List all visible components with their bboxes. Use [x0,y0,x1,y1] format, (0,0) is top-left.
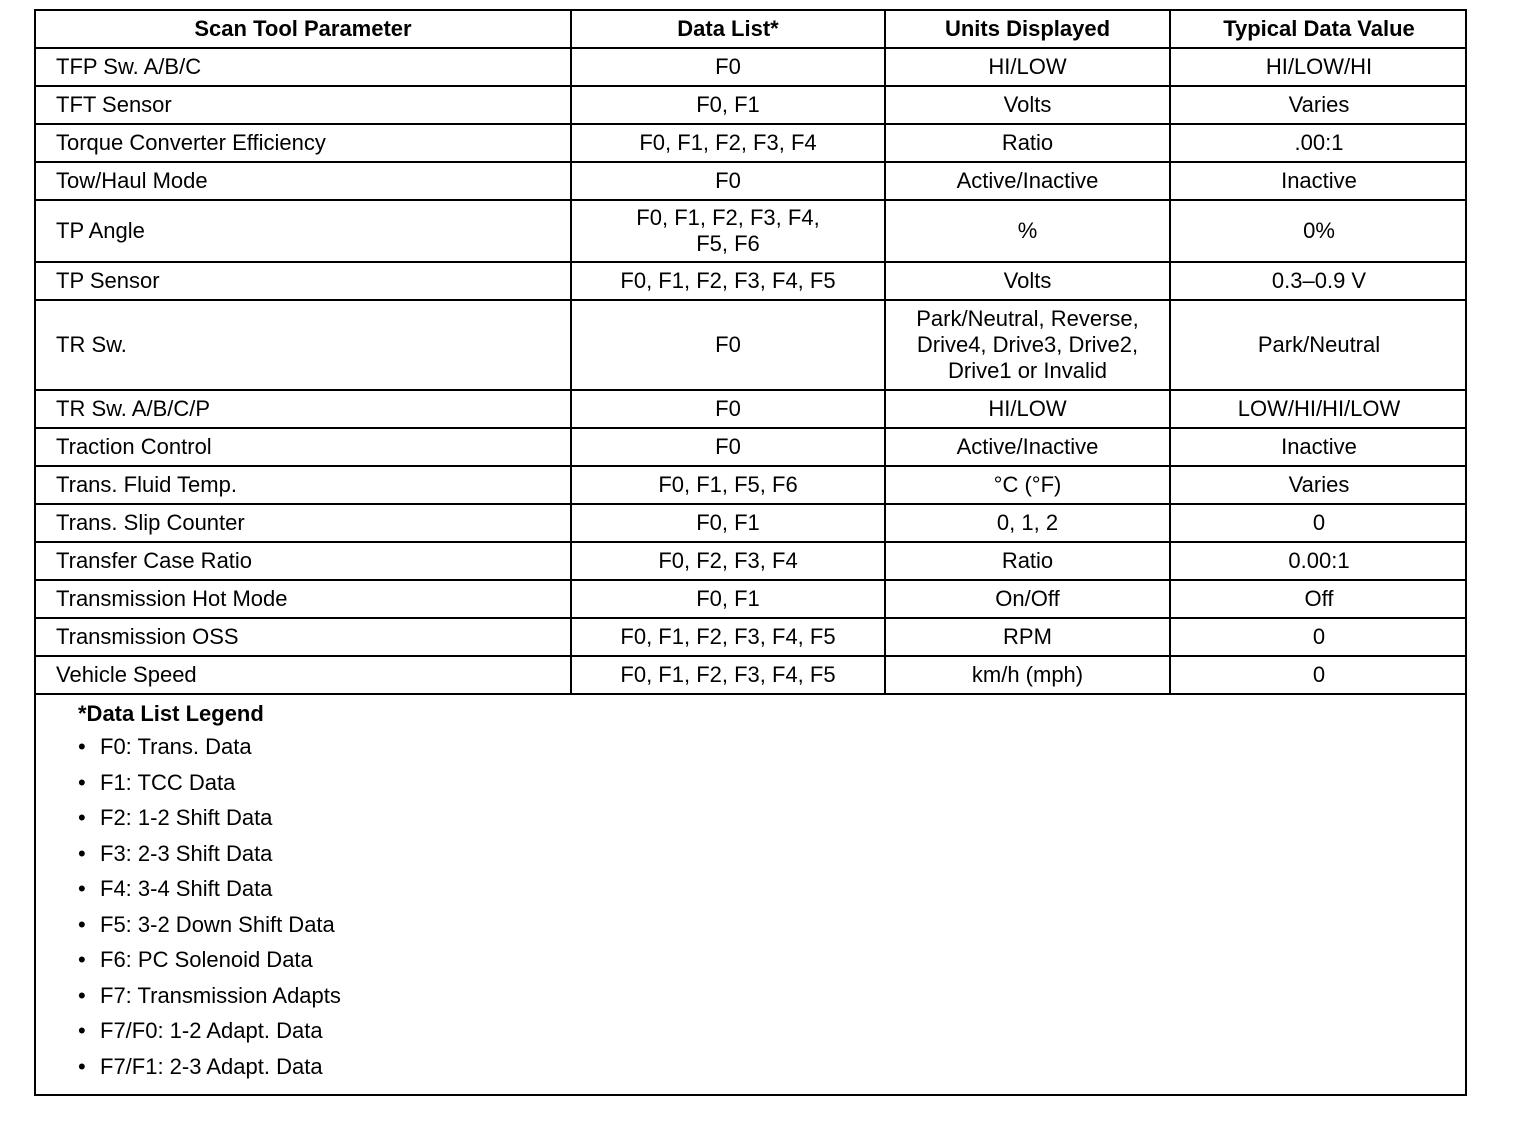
table-row [36,162,1467,200]
cell-data-list-line: F0, F1 [696,92,760,117]
cell-data-list [571,656,885,694]
cell-units-line: km/h (mph) [971,662,1084,687]
cell-scan-tool-parameter: Transmission OSS [36,618,571,656]
cell-units-line: Park/Neutral, Reverse, [916,306,1139,331]
cell-typical-data-value: Varies [1170,466,1467,504]
cell-scan-tool-parameter: Vehicle Speed [36,656,571,694]
table-row [36,124,1467,162]
cell-scan-tool-parameter: TP Angle [36,200,571,262]
cell-units-line: Volts [1003,92,1052,117]
cell-units-line: Ratio [1001,548,1054,573]
cell-units-line: Ratio [1001,130,1054,155]
cell-units-displayed [885,542,1170,580]
table-row [36,656,1467,694]
cell-typical-data-value: 0% [1170,200,1467,262]
legend-item [78,978,1465,1014]
bullet-icon: • [78,734,86,759]
table-row [36,466,1467,504]
table-row [36,200,1467,262]
cell-units-line: Active/Inactive [956,168,1099,193]
legend-item-label: F6: PC Solenoid Data [100,947,313,972]
bullet-icon: • [78,911,86,937]
scan-tool-parameter-table [36,11,1467,695]
cell-data-list-line: F5, F6 [696,231,760,256]
cell-scan-tool-parameter: Trans. Slip Counter [36,504,571,542]
table-header-row [36,11,1467,48]
cell-scan-tool-parameter: TFP Sw. A/B/C [36,48,571,86]
cell-typical-data-value: HI/LOW/HI [1170,48,1467,86]
cell-units-line: 0, 1, 2 [996,510,1059,535]
legend-item [78,1049,1465,1085]
cell-data-list-line: F0, F1, F2, F3, F4, F5 [620,624,836,649]
legend-item [78,729,1465,765]
cell-data-list [571,262,885,300]
cell-units-line: Active/Inactive [956,434,1099,459]
scan-tool-data-sheet [34,9,1467,1096]
bullet-icon: • [78,1053,86,1079]
cell-units-displayed [885,580,1170,618]
legend-item [78,1013,1465,1049]
legend-item-label: F7/F1: 2-3 Adapt. Data [100,1053,323,1079]
cell-data-list [571,542,885,580]
cell-units-line: RPM [1003,624,1052,649]
cell-typical-data-value: 0.3–0.9 V [1170,262,1467,300]
cell-typical-data-value: Inactive [1170,428,1467,466]
cell-scan-tool-parameter: Transfer Case Ratio [36,542,571,580]
cell-typical-data-value: 0 [1170,504,1467,542]
bullet-icon: • [78,840,86,866]
cell-units-displayed [885,86,1170,124]
cell-scan-tool-parameter: TP Sensor [36,262,571,300]
cell-units-line: Drive1 or Invalid [948,358,1107,383]
data-list-legend [36,695,1465,1084]
cell-scan-tool-parameter: Torque Converter Efficiency [36,124,571,162]
cell-units-displayed [885,162,1170,200]
cell-units-displayed [885,200,1170,262]
cell-data-list-line: F0, F1 [696,586,760,611]
cell-units-line: HI/LOW [988,54,1067,79]
cell-data-list [571,48,885,86]
cell-data-list-line: F0 [715,396,741,421]
table-row [36,618,1467,656]
cell-data-list-line: F0 [715,332,741,357]
cell-data-list-line: F0, F1, F5, F6 [658,472,798,497]
legend-item [78,765,1465,801]
legend-item-label: F0: Trans. Data [100,734,252,759]
table-row [36,48,1467,86]
bullet-icon: • [78,947,86,972]
cell-units-line: Volts [1003,268,1052,293]
cell-units-displayed [885,618,1170,656]
cell-scan-tool-parameter: Traction Control [36,428,571,466]
cell-units-line: On/Off [995,586,1060,611]
cell-units-line: HI/LOW [988,396,1067,421]
cell-typical-data-value: 0.00:1 [1170,542,1467,580]
cell-units-line: % [1017,218,1038,243]
cell-data-list [571,162,885,200]
cell-units-line: °C (°F) [993,472,1062,497]
cell-data-list-line: F0, F2, F3, F4 [658,548,798,573]
cell-data-list-line: F0, F1, F2, F3, F4 [639,130,817,155]
cell-units-displayed [885,300,1170,390]
cell-data-list [571,124,885,162]
bullet-icon: • [78,1018,86,1043]
cell-units-displayed [885,466,1170,504]
cell-data-list [571,86,885,124]
cell-scan-tool-parameter: Transmission Hot Mode [36,580,571,618]
cell-typical-data-value: Varies [1170,86,1467,124]
cell-data-list-line: F0 [715,54,741,79]
cell-data-list [571,580,885,618]
cell-units-displayed [885,48,1170,86]
cell-data-list [571,428,885,466]
legend-item-label: F1: TCC Data [100,769,236,795]
bullet-icon: • [78,805,86,830]
legend-item [78,907,1465,943]
legend-title: *Data List Legend [78,701,264,726]
cell-data-list-line: F0 [715,434,741,459]
legend-item-label: F7: Transmission Adapts [100,982,341,1008]
cell-data-list-line: F0, F1, F2, F3, F4, F5 [620,662,836,687]
cell-scan-tool-parameter: TR Sw. A/B/C/P [36,390,571,428]
legend-item-label: F3: 2-3 Shift Data [100,840,273,866]
legend-item-label: F7/F0: 1-2 Adapt. Data [100,1018,323,1043]
table-row [36,262,1467,300]
cell-data-list [571,200,885,262]
cell-scan-tool-parameter: Trans. Fluid Temp. [36,466,571,504]
cell-scan-tool-parameter: TFT Sensor [36,86,571,124]
bullet-icon: • [78,876,86,901]
cell-typical-data-value: .00:1 [1170,124,1467,162]
legend-item [78,871,1465,907]
cell-units-line: Drive4, Drive3, Drive2, [916,332,1139,357]
cell-scan-tool-parameter: TR Sw. [36,300,571,390]
cell-typical-data-value: Park/Neutral [1170,300,1467,390]
cell-data-list-line: F0, F1, F2, F3, F4, F5 [620,268,836,293]
cell-data-list [571,504,885,542]
table-body [36,48,1467,694]
cell-units-displayed [885,390,1170,428]
cell-data-list [571,618,885,656]
table-row [36,542,1467,580]
legend-item-label: F2: 1-2 Shift Data [100,805,273,830]
cell-units-displayed [885,504,1170,542]
cell-typical-data-value: Inactive [1170,162,1467,200]
cell-scan-tool-parameter: Tow/Haul Mode [36,162,571,200]
legend-list [78,729,1465,1084]
cell-units-displayed [885,124,1170,162]
cell-units-displayed [885,428,1170,466]
cell-typical-data-value: 0 [1170,656,1467,694]
table-row [36,390,1467,428]
table-row [36,504,1467,542]
cell-data-list [571,466,885,504]
cell-data-list [571,300,885,390]
cell-units-displayed [885,262,1170,300]
cell-typical-data-value: Off [1170,580,1467,618]
header-scan-tool-parameter: Scan Tool Parameter [36,11,571,48]
cell-data-list-line: F0, F1 [696,510,760,535]
legend-item [78,800,1465,836]
cell-typical-data-value: 0 [1170,618,1467,656]
header-units-displayed: Units Displayed [885,11,1170,48]
cell-data-list-line: F0 [715,168,741,193]
table-row [36,428,1467,466]
table-row [36,86,1467,124]
legend-item [78,836,1465,872]
legend-item [78,942,1465,978]
legend-item-label: F4: 3-4 Shift Data [100,876,273,901]
table-row [36,580,1467,618]
cell-data-list-line: F0, F1, F2, F3, F4, [636,205,820,230]
table-row [36,300,1467,390]
header-typical-data-value: Typical Data Value [1170,11,1467,48]
cell-data-list [571,390,885,428]
cell-typical-data-value: LOW/HI/HI/LOW [1170,390,1467,428]
bullet-icon: • [78,769,86,795]
legend-item-label: F5: 3-2 Down Shift Data [100,911,335,937]
cell-units-displayed [885,656,1170,694]
bullet-icon: • [78,982,86,1008]
header-data-list: Data List* [571,11,885,48]
